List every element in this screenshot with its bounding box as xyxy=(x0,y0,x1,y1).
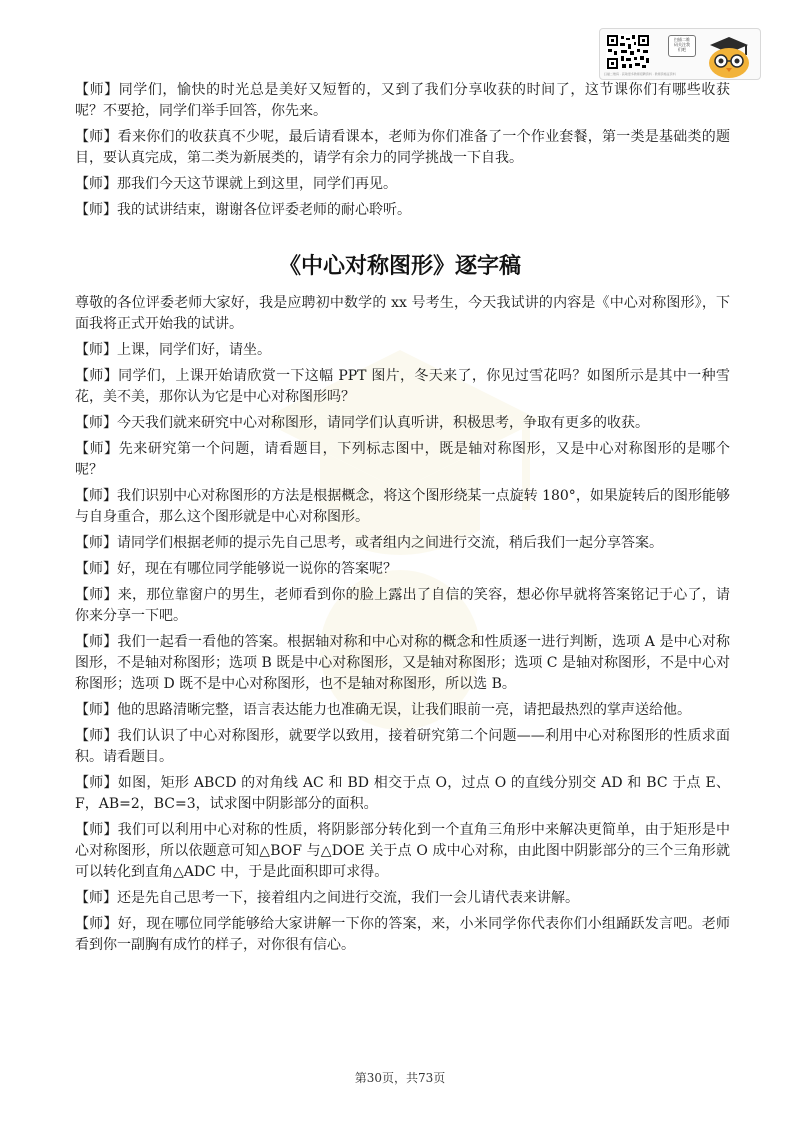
paragraph: 【师】同学们，愉快的时光总是美好又短暂的，又到了我们分享收获的时间了，这节课你们有哪些收获呢？不要抢，同学们举手回答，你先来。 xyxy=(75,82,730,119)
paragraph: 【师】来，那位靠窗户的男生，老师看到你的脸上露出了自信的笑容，想必你早就将答案铭记于心了，请你来分享一下吧。 xyxy=(75,587,730,624)
speech-line: 扫描二维 xyxy=(674,37,690,42)
main-section xyxy=(75,293,730,956)
paragraph: 【师】我们识别中心对称图形的方法是根据概念，将这个图形绕某一点旋转 180°，如果旋转后的图形能够与自身重合，那么这个图形就是中心对称图形。 xyxy=(75,488,730,525)
page-number: 第30页，共73页 xyxy=(354,1071,446,1085)
paragraph: 【师】上课，同学们好，请坐。 xyxy=(75,342,271,358)
paragraph: 【师】我们一起看一看他的答案。根据轴对称和中心对称的概念和性质逐一进行判断，选项 A 是中心对称图形，不是轴对称图形；选项 B 既是中心对称图形，又是轴对称图形；选项 C 是轴对称图形，不是中心对称图形；选项 D 既不是中心对称图形，也不是轴对称图形，所以选 B。 xyxy=(75,634,730,692)
qr-caption: 扫描二维码 · 获取更多教师招聘资料 · 教师资格证资料 xyxy=(604,72,676,76)
paragraph: 【师】今天我们就来研究中心对称图形，请同学们认真听讲，积极思考，争取有更多的收获。 xyxy=(75,415,649,431)
section-title: 《中心对称图形》逐字稿 xyxy=(278,254,521,279)
header-badge xyxy=(599,28,761,80)
paragraph: 【师】同学们，上课开始请欣赏一下这幅 PPT 图片，冬天来了，你见过雪花吗？如图所示是其中一种雪花，美不美，那你认为它是中心对称图形吗？ xyxy=(75,368,730,405)
paragraph: 【师】好，现在哪位同学能够给大家讲解一下你的答案，来，小米同学你代表你们小组踊跃发言吧。老师看到你一副胸有成竹的样子，对你很有信心。 xyxy=(75,916,730,953)
paragraph: 【师】先来研究第一个问题，请看题目，下列标志图中，既是轴对称图形，又是中心对称图形的是哪个呢？ xyxy=(75,441,730,478)
speech-line: 们吧 xyxy=(678,47,686,52)
speech-line: 码关注我 xyxy=(674,42,690,47)
qr-code-icon xyxy=(606,34,650,70)
paragraph: 【师】请同学们根据老师的提示先自己思考，或者组内之间进行交流，稍后我们一起分享答案。 xyxy=(75,535,663,551)
paragraph: 【师】我们可以利用中心对称的性质，将阴影部分转化到一个直角三角形中来解决更简单，由于矩形是中心对称图形，所以依题意可知△BOF 与△DOE 关于点 O 成中心对称，由此图中阴影部分的三个三角形就可以转化到直角△ADC 中，于是此面积即可求得。 xyxy=(75,822,730,880)
paragraph: 【师】还是先自己思考一下，接着组内之间进行交流，我们一会儿请代表来讲解。 xyxy=(75,890,579,906)
owl-mascot-icon xyxy=(700,31,758,79)
paragraph: 【师】那我们今天这节课就上到这里，同学们再见。 xyxy=(75,176,397,192)
paragraph: 【师】好，现在有哪位同学能够说一说你的答案呢？ xyxy=(75,561,397,577)
paragraph: 【师】他的思路清晰完整，语言表达能力也准确无误，让我们眼前一亮，请把最热烈的掌声送给他。 xyxy=(75,702,691,718)
paragraph: 【师】看来你们的收获真不少呢，最后请看课本，老师为你们准备了一个作业套餐，第一类是基础类的题目，要认真完成，第二类为新展类的，请学有余力的同学挑战一下自我。 xyxy=(75,129,730,166)
paragraph: 【师】我的试讲结束，谢谢各位评委老师的耐心聆听。 xyxy=(75,202,411,218)
paragraph: 【师】我们认识了中心对称图形，就要学以致用，接着研究第二个问题——利用中心对称图形的性质求面积。请看题目。 xyxy=(75,728,730,765)
speech-bubble xyxy=(668,35,696,57)
paragraph: 【师】如图，矩形 ABCD 的对角线 AC 和 BD 相交于点 O，过点 O 的直线分别交 AD 和 BC 于点 E、F，AB=2，BC=3，试求图中阴影部分的面积。 xyxy=(75,775,730,812)
prev-section xyxy=(75,80,730,221)
paragraph: 尊敬的各位评委老师大家好，我是应聘初中数学的 xx 号考生，今天我试讲的内容是《中心对称图形》，下面我将正式开始我的试讲。 xyxy=(75,295,730,332)
